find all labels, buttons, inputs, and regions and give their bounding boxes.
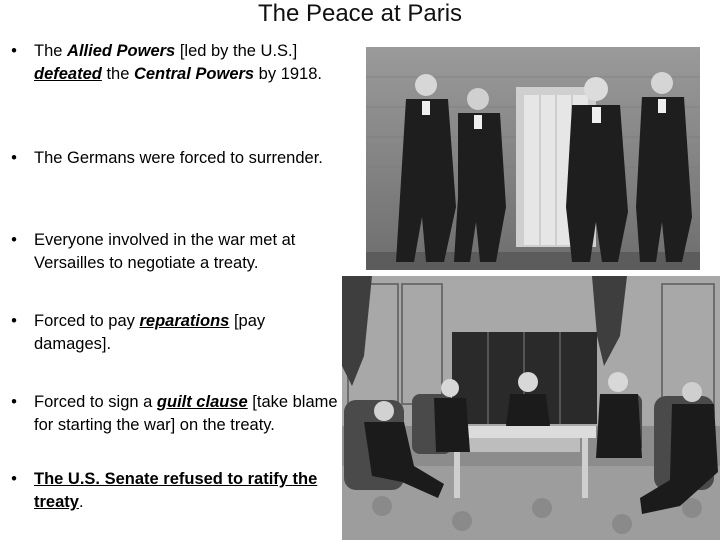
bullet-text [34, 470, 317, 511]
bullet-text-segment: the [101, 65, 134, 83]
bullet-text [34, 231, 295, 272]
bullet-text-segment: The [34, 42, 68, 60]
bullet-text-segment: by 1918. [254, 65, 322, 83]
bullet-marker: • [11, 393, 17, 411]
bullet-item [6, 310, 341, 356]
bullet-item [6, 40, 341, 86]
bullet-marker: • [11, 231, 17, 249]
bullet-text-segment: [pay damages]. [34, 312, 266, 353]
bullet-item [6, 391, 341, 437]
bullet-item [6, 468, 341, 514]
bullet-marker: • [11, 312, 17, 330]
bullet-item [6, 147, 341, 170]
bullet-marker: • [11, 149, 17, 167]
bullet-text [34, 149, 323, 167]
photo-big-four [366, 47, 700, 270]
slide-title: The Peace at Paris [257, 0, 463, 27]
bullet-text-segment: [led by the U.S.] [175, 42, 298, 60]
photo-big-four-image [366, 47, 700, 270]
bullet-text [34, 393, 338, 434]
photo-treaty-room-image [342, 276, 720, 540]
bullet-text-segment: Forced to sign a [34, 393, 157, 411]
bullet-marker: • [11, 470, 17, 488]
bullet-text [34, 312, 265, 353]
bullet-text-segment: Forced to pay [34, 312, 140, 330]
bullet-text-segment: reparations [139, 312, 230, 330]
bullet-text-segment: Central Powers [133, 65, 255, 83]
photo-treaty-room [342, 276, 720, 540]
bullet-text-segment: . [78, 493, 84, 511]
bullet-marker: • [11, 42, 17, 60]
bullet-text-segment: Everyone involved in the war met at Versailles to negotiate a treaty. [34, 231, 296, 272]
bullet-text [34, 42, 322, 83]
bullet-text-segment: [take blame for starting the war] on the treaty. [34, 393, 338, 434]
bullet-item [6, 229, 341, 275]
bullet-text-segment: The Germans were forced to surrender. [34, 149, 323, 167]
bullet-text-segment: guilt clause [156, 393, 248, 411]
bullet-text-segment: The U.S. Senate refused to ratify the treaty [34, 470, 318, 511]
bullet-text-segment: defeated [34, 65, 102, 83]
bullet-text-segment: Allied Powers [67, 42, 176, 60]
